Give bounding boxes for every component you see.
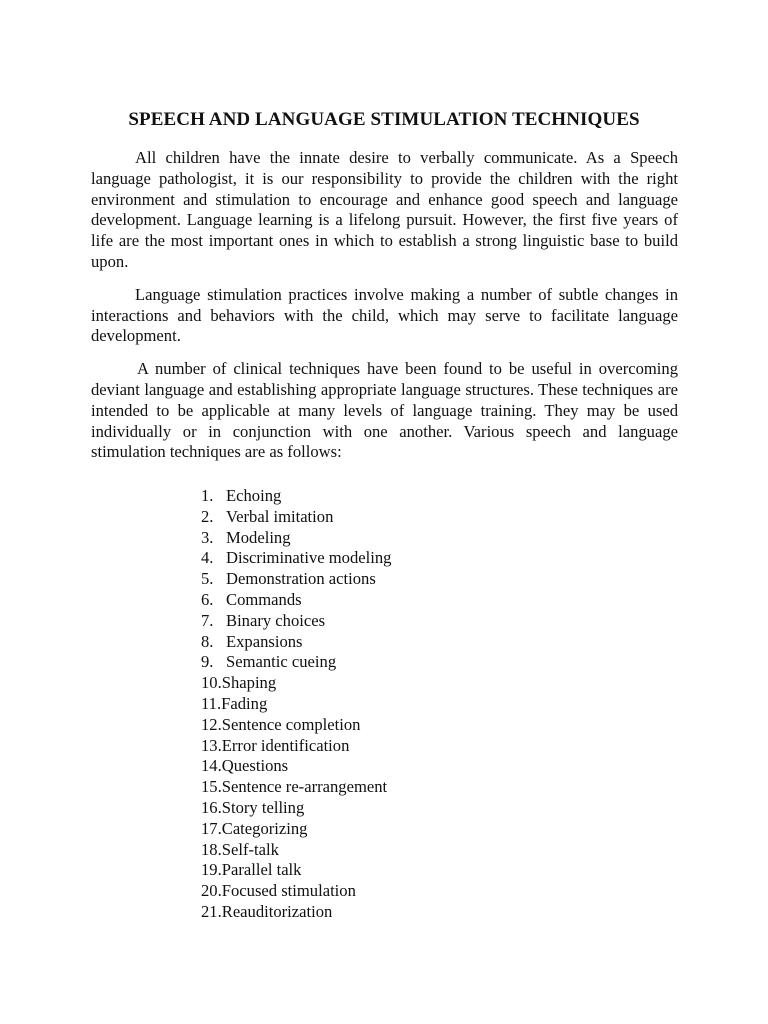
list-item <box>201 819 391 840</box>
list-item <box>201 673 391 694</box>
list-item-label: Fading <box>221 693 268 713</box>
list-item-label: Error identification <box>221 735 350 755</box>
list-item-label: Shaping <box>221 673 277 693</box>
list-item <box>201 902 391 923</box>
list-item <box>201 632 391 653</box>
list-item-number: 15. <box>201 777 222 797</box>
list-item-number: 11. <box>201 693 222 713</box>
list-item-label: Focused stimulation <box>221 881 356 901</box>
list-item-label: Parallel talk <box>221 860 302 880</box>
list-item-number: 21. <box>201 901 222 921</box>
list-item <box>201 507 391 528</box>
list-item-number: 1. <box>201 486 214 505</box>
paragraph-intro: All children have the innate desire to verbally communicate. As a Speech language pathologist, it is our responsibility to provide the children with the right environment and stimulation to encourage and enhance good speech and language development. Language learning is a lifelong pursuit. However, the first five years of life are the most important ones in which to establish a strong linguistic base to build upon. <box>91 148 678 271</box>
list-item <box>201 756 391 777</box>
list-item <box>201 652 391 673</box>
list-item-label: Commands <box>226 589 302 609</box>
list-item-label: Verbal imitation <box>226 506 334 526</box>
list-item-label: Questions <box>221 756 289 776</box>
list-item <box>201 694 391 715</box>
list-item-number: 18. <box>201 839 222 859</box>
list-item-number: 14. <box>201 756 222 776</box>
list-item-number: 19. <box>201 860 222 880</box>
list-item-number: 17. <box>201 818 222 838</box>
list-item-number: 9. <box>201 652 214 672</box>
list-item <box>201 881 391 902</box>
list-item-label: Modeling <box>226 527 291 547</box>
list-item-number: 6. <box>201 589 214 609</box>
list-item-label: Demonstration actions <box>226 569 376 589</box>
list-item <box>201 777 391 798</box>
list-item-label: Semantic cueing <box>226 652 337 672</box>
list-item-number: 13. <box>201 735 222 755</box>
list-item-number: 10. <box>201 673 222 693</box>
list-item-number: 20. <box>201 881 222 901</box>
list-item <box>201 840 391 861</box>
list-item <box>201 798 391 819</box>
list-item-label: Reauditorization <box>221 901 333 921</box>
list-item-number: 3. <box>201 527 214 547</box>
list-item-label: Expansions <box>226 631 303 651</box>
list-item <box>201 715 391 736</box>
list-item-number: 5. <box>201 569 214 589</box>
list-item-label: Discriminative modeling <box>226 548 392 568</box>
list-item <box>201 528 391 549</box>
paragraph-techniques: A number of clinical techniques have been found to be useful in overcoming deviant language and establishing appropriate language structures. These techniques are intended to be applicable at many levels of language training. They may be used individually or in conjunction with one another. Various speech and language stimulation techniques are as follows: <box>91 359 678 462</box>
list-item <box>201 860 391 881</box>
list-item <box>201 569 391 590</box>
list-item-number: 4. <box>201 548 214 568</box>
list-item-label: Self-talk <box>221 839 279 859</box>
page-title: SPEECH AND LANGUAGE STIMULATION TECHNIQUES <box>128 109 640 130</box>
list-item-label: Story telling <box>221 797 305 817</box>
list-item-number: 16. <box>201 797 222 817</box>
list-item-number: 8. <box>201 631 214 651</box>
list-item-number: 2. <box>201 506 214 526</box>
list-item-label: Sentence completion <box>221 714 361 734</box>
list-item-label: Sentence re-arrangement <box>221 777 388 797</box>
techniques-list <box>201 486 391 923</box>
list-item <box>201 736 391 757</box>
list-item <box>201 486 391 507</box>
list-item-number: 12. <box>201 714 222 734</box>
list-item-label: Echoing <box>226 486 282 505</box>
list-item <box>201 548 391 569</box>
list-item-label: Binary choices <box>226 610 326 630</box>
list-item-number: 7. <box>201 610 214 630</box>
list-item <box>201 611 391 632</box>
document-body <box>91 148 678 475</box>
list-item <box>201 590 391 611</box>
paragraph-practices: Language stimulation practices involve making a number of subtle changes in interactions and behaviors with the child, which may serve to facilitate language development. <box>91 284 678 346</box>
list-item-label: Categorizing <box>221 818 308 838</box>
